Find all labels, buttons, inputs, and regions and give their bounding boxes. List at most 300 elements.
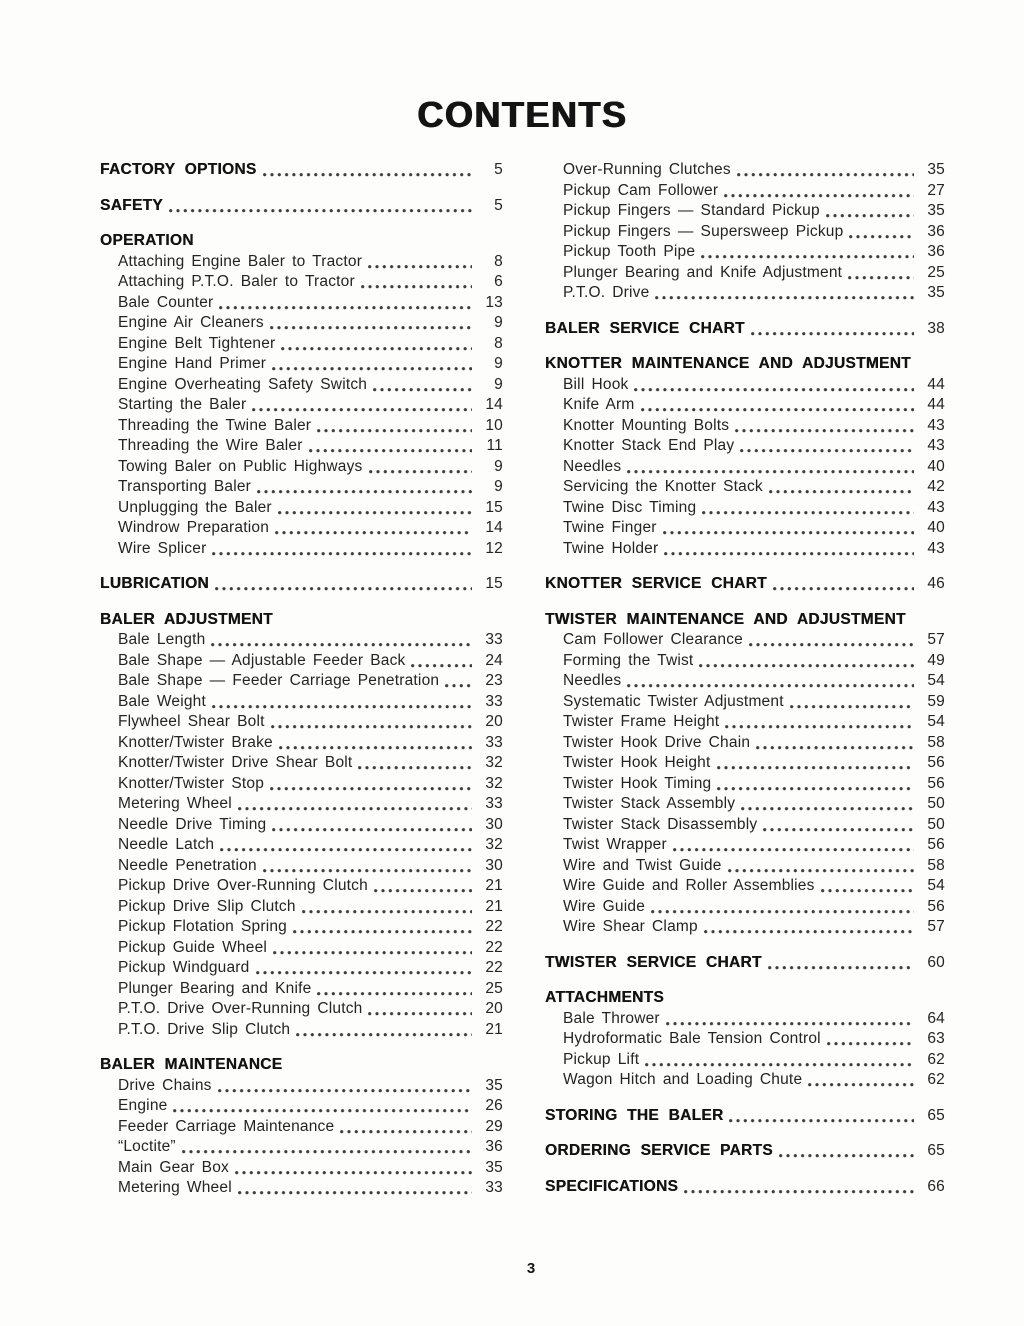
toc-section [100, 196, 503, 217]
entry-page-number: 57 [927, 631, 945, 648]
toc-entry [100, 979, 503, 1000]
entry-page-number: 35 [485, 1076, 503, 1094]
entry-label: Bill Hook [563, 375, 629, 393]
toc-entry [545, 539, 945, 560]
leader-dots [717, 753, 915, 774]
leader-dots [238, 794, 472, 815]
entry-label: Knotter/Twister Stop [118, 774, 265, 792]
toc-entry [545, 651, 945, 672]
leader-dots [701, 242, 914, 263]
toc-entry [545, 876, 945, 897]
toc-section-header-row [545, 988, 945, 1009]
entry-page-number: 40 [927, 457, 945, 475]
leader-dots [645, 1050, 914, 1071]
leader-dots [773, 574, 914, 595]
leader-dots [849, 222, 914, 243]
entry-page-number: 15 [485, 575, 503, 592]
leader-dots [749, 630, 914, 651]
entry-label: Systematic Twister Adjustment [563, 692, 784, 710]
section-title: TWISTER MAINTENANCE AND ADJUSTMENT [545, 610, 906, 628]
leader-dots [263, 856, 472, 877]
leader-dots [358, 753, 472, 774]
entry-label: Twine Holder [563, 539, 659, 557]
toc-entry [545, 856, 945, 877]
entry-page-number: 33 [485, 631, 503, 648]
entry-label: Needle Penetration [118, 856, 257, 874]
toc-section-header-row [545, 574, 945, 595]
entry-label: Plunger Bearing and Knife Adjustment [563, 263, 843, 281]
entry-label: Engine Belt Tightener [118, 334, 276, 352]
leader-dots [826, 201, 914, 222]
toc-entry [545, 222, 945, 243]
toc-entry [545, 1050, 945, 1071]
entry-label: Threading the Wire Baler [118, 437, 303, 454]
entry-label: Attaching Engine Baler to Tractor [118, 252, 363, 270]
toc-entry [545, 201, 945, 222]
entry-page-number: 54 [927, 713, 945, 730]
entry-page-number: 25 [927, 263, 945, 281]
entry-page-number: 65 [927, 1106, 945, 1124]
entry-page-number: 32 [485, 836, 503, 853]
entry-label: Servicing the Knotter Stack [563, 478, 763, 495]
entry-label: Pickup Windguard [118, 959, 250, 976]
entry-page-number: 43 [927, 437, 945, 454]
leader-dots [725, 712, 914, 733]
toc-columns [100, 160, 945, 1199]
entry-label: Engine [118, 1097, 168, 1114]
leader-dots [769, 477, 914, 498]
toc-entry [545, 774, 945, 795]
section-title: KNOTTER SERVICE CHART [545, 575, 767, 592]
toc-entry [545, 395, 945, 416]
toc-entry [100, 1137, 503, 1158]
entry-label: Needle Drive Timing [118, 815, 267, 833]
toc-entry [100, 436, 503, 457]
toc-section [545, 574, 945, 595]
leader-dots [641, 395, 915, 416]
leader-dots [729, 1106, 914, 1127]
entry-label: Twine Disc Timing [563, 498, 697, 516]
leader-dots [790, 692, 914, 713]
toc-entry [100, 293, 503, 314]
entry-page-number: 49 [927, 651, 945, 669]
toc-section [545, 953, 945, 974]
toc-entry [100, 774, 503, 795]
toc-section [545, 1141, 945, 1162]
toc-section-header-row [545, 610, 945, 631]
entry-label: Pickup Drive Slip Clutch [118, 897, 296, 915]
leader-dots [673, 835, 914, 856]
entry-page-number: 10 [485, 416, 503, 434]
leader-dots [768, 953, 914, 974]
toc-entry [100, 712, 503, 733]
entry-label: Wire Guide and Roller Assemblies [563, 877, 815, 894]
entry-page-number: 33 [485, 1179, 503, 1196]
toc-entry [100, 938, 503, 959]
toc-entry [100, 518, 503, 539]
entry-page-number: 36 [927, 222, 945, 240]
entry-page-number: 9 [494, 355, 503, 372]
entry-label: Twist Wrapper [563, 836, 667, 853]
entry-page-number: 30 [485, 856, 503, 874]
entry-label: Forming the Twist [563, 651, 694, 669]
leader-dots [281, 334, 472, 355]
entry-page-number: 5 [494, 196, 503, 214]
entry-label: Bale Weight [118, 692, 206, 710]
entry-page-number: 30 [485, 815, 503, 833]
entry-label: Wagon Hitch and Loading Chute [563, 1071, 803, 1088]
section-title: ORDERING SERVICE PARTS [545, 1142, 773, 1159]
leader-dots [182, 1137, 472, 1158]
entry-page-number: 12 [485, 539, 503, 557]
toc-entry [545, 457, 945, 478]
toc-entry [545, 815, 945, 836]
entry-page-number: 27 [927, 181, 945, 199]
entry-label: Over-Running Clutches [563, 161, 731, 178]
toc-section [545, 610, 945, 938]
entry-label: Bale Length [118, 631, 206, 648]
entry-page-number: 21 [485, 877, 503, 894]
toc-entry [545, 283, 945, 304]
entry-label: Attaching P.T.O. Baler to Tractor [118, 273, 355, 290]
toc-section [545, 1177, 945, 1198]
entry-label: P.T.O. Drive Over-Running Clutch [118, 1000, 363, 1017]
leader-dots [218, 1076, 472, 1097]
toc-entry [545, 436, 945, 457]
entry-page-number: 40 [927, 519, 945, 536]
toc-entry [100, 794, 503, 815]
toc-entry [545, 712, 945, 733]
entry-label: Knotter/Twister Brake [118, 733, 273, 751]
toc-section [100, 1055, 503, 1199]
leader-dots [808, 1070, 914, 1091]
entry-label: Pickup Guide Wheel [118, 938, 268, 956]
toc-entry [545, 692, 945, 713]
leader-dots [735, 416, 914, 437]
entry-page-number: 20 [485, 1000, 503, 1017]
entry-page-number: 15 [485, 498, 503, 516]
entry-label: Threading the Twine Baler [118, 416, 312, 434]
entry-page-number: 56 [927, 754, 945, 771]
leader-dots [741, 794, 914, 815]
leader-dots [717, 774, 914, 795]
toc-entry [100, 477, 503, 498]
toc-entry [545, 794, 945, 815]
entry-page-number: 32 [485, 774, 503, 792]
leader-dots [220, 835, 472, 856]
section-title: KNOTTER MAINTENANCE AND ADJUSTMENT [545, 355, 911, 372]
entry-label: Unplugging the Baler [118, 498, 272, 516]
leader-dots [684, 1177, 914, 1198]
toc-entry [100, 651, 503, 672]
leader-dots [215, 574, 472, 595]
entry-page-number: 14 [485, 396, 503, 413]
entry-label: Pickup Fingers — Standard Pickup [563, 202, 820, 219]
toc-section-header-row [100, 1055, 503, 1076]
toc-column-1 [100, 160, 503, 1199]
entry-label: Knotter Stack End Play [563, 437, 735, 454]
entry-page-number: 14 [485, 519, 503, 536]
entry-page-number: 35 [485, 1158, 503, 1176]
entry-label: Engine Overheating Safety Switch [118, 375, 368, 393]
entry-page-number: 9 [494, 314, 503, 331]
entry-page-number: 56 [927, 774, 945, 792]
toc-section-header-row [545, 354, 945, 375]
toc-entry [100, 395, 503, 416]
toc-section-header-row [100, 231, 503, 252]
entry-label: Starting the Baler [118, 396, 247, 413]
toc-entry [100, 375, 503, 396]
page-number: 3 [526, 1260, 536, 1277]
entry-label: Wire Splicer [118, 539, 207, 557]
entry-page-number: 35 [927, 284, 945, 301]
toc-entry [545, 917, 945, 938]
toc-entry [100, 1076, 503, 1097]
leader-dots [724, 181, 914, 202]
leader-dots [751, 319, 914, 340]
entry-label: P.T.O. Drive [563, 284, 650, 301]
toc-entry [545, 518, 945, 539]
leader-dots [238, 1178, 472, 1199]
entry-page-number: 9 [494, 375, 503, 393]
toc-entry [100, 354, 503, 375]
section-title: BALER SERVICE CHART [545, 319, 745, 337]
entry-page-number: 22 [485, 959, 503, 976]
entry-label: Hydroformatic Bale Tension Control [563, 1030, 821, 1047]
entry-label: Windrow Preparation [118, 519, 270, 536]
leader-dots [702, 498, 914, 519]
entry-label: Plunger Bearing and Knife [118, 979, 312, 997]
entry-label: Pickup Tooth Pipe [563, 243, 696, 260]
toc-entry [545, 242, 945, 263]
leader-dots [278, 498, 472, 519]
entry-page-number: 62 [927, 1050, 945, 1068]
toc-entry [100, 539, 503, 560]
toc-section [545, 988, 945, 1091]
entry-label: Twister Hook Drive Chain [563, 733, 751, 751]
toc-section-header-row [100, 610, 503, 631]
toc-entry [545, 1070, 945, 1091]
entry-page-number: 22 [485, 938, 503, 956]
entry-label: Knotter Mounting Bolts [563, 416, 730, 434]
leader-dots [169, 196, 472, 217]
toc-entry [545, 671, 945, 692]
leader-dots [848, 263, 914, 284]
toc-entry [100, 252, 503, 273]
entry-page-number: 36 [927, 243, 945, 260]
entry-page-number: 24 [485, 651, 503, 669]
entry-label: Pickup Lift [563, 1050, 640, 1068]
leader-dots [445, 671, 472, 692]
entry-page-number: 64 [927, 1009, 945, 1027]
toc-section [545, 160, 945, 304]
entry-page-number: 54 [927, 672, 945, 689]
toc-entry [545, 835, 945, 856]
entry-page-number: 60 [927, 953, 945, 971]
entry-page-number: 8 [494, 334, 503, 352]
entry-label: Pickup Drive Over-Running Clutch [118, 877, 368, 894]
toc-entry [545, 416, 945, 437]
leader-dots [293, 917, 472, 938]
toc-section-header-row [545, 319, 945, 340]
entry-page-number: 38 [927, 319, 945, 337]
entry-page-number: 13 [485, 293, 503, 311]
entry-label: Twister Hook Timing [563, 774, 712, 792]
toc-section-header-row [545, 1177, 945, 1198]
toc-entry [100, 733, 503, 754]
leader-dots [728, 856, 914, 877]
section-title: BALER MAINTENANCE [100, 1056, 283, 1073]
entry-label: P.T.O. Drive Slip Clutch [118, 1020, 291, 1038]
entry-page-number: 6 [494, 273, 503, 290]
entry-page-number: 22 [485, 918, 503, 935]
leader-dots [821, 876, 914, 897]
toc-entry [545, 1009, 945, 1030]
toc-section [545, 319, 945, 340]
entry-page-number: 5 [494, 161, 503, 178]
entry-page-number: 29 [485, 1117, 503, 1135]
entry-page-number: 21 [485, 1020, 503, 1038]
entry-label: Towing Baler on Public Highways [118, 457, 363, 475]
entry-page-number: 9 [494, 478, 503, 495]
section-title: FACTORY OPTIONS [100, 161, 257, 178]
leader-dots [663, 518, 914, 539]
leader-dots [634, 375, 914, 396]
entry-label: Needles [563, 457, 622, 475]
leader-dots [219, 293, 472, 314]
leader-dots [361, 272, 472, 293]
section-title: STORING THE BALER [545, 1106, 724, 1124]
entry-page-number: 32 [485, 754, 503, 771]
entry-label: Metering Wheel [118, 795, 232, 812]
entry-page-number: 33 [485, 692, 503, 710]
toc-entry [100, 856, 503, 877]
leader-dots [756, 733, 914, 754]
toc-entry [100, 457, 503, 478]
entry-page-number: 44 [927, 375, 945, 393]
toc-section [100, 231, 503, 559]
entry-page-number: 9 [494, 457, 503, 475]
entry-page-number: 8 [494, 252, 503, 270]
entry-page-number: 11 [486, 437, 503, 454]
entry-label: Engine Air Cleaners [118, 314, 264, 331]
leader-dots [340, 1117, 472, 1138]
entry-page-number: 50 [927, 815, 945, 833]
entry-page-number: 50 [927, 795, 945, 812]
entry-label: Needles [563, 672, 622, 689]
section-title: BALER ADJUSTMENT [100, 610, 273, 628]
entry-label: Needle Latch [118, 836, 215, 853]
entry-page-number: 58 [927, 856, 945, 874]
entry-label: Bale Shape — Feeder Carriage Penetration [118, 672, 440, 689]
toc-section [100, 574, 503, 595]
toc-entry [100, 671, 503, 692]
entry-page-number: 62 [927, 1071, 945, 1088]
leader-dots [212, 692, 472, 713]
entry-label: Wire Shear Clamp [563, 918, 698, 935]
leader-dots [317, 979, 472, 1000]
entry-page-number: 26 [485, 1097, 503, 1114]
section-title: SPECIFICATIONS [545, 1177, 679, 1195]
toc-entry [100, 1020, 503, 1041]
entry-page-number: 25 [485, 979, 503, 997]
leader-dots [655, 283, 914, 304]
entry-page-number: 63 [927, 1030, 945, 1047]
entry-page-number: 35 [927, 202, 945, 219]
entry-label: Twister Stack Disassembly [563, 815, 758, 833]
entry-page-number: 43 [927, 498, 945, 516]
leader-dots [273, 938, 472, 959]
entry-page-number: 20 [485, 713, 503, 730]
leader-dots [664, 539, 914, 560]
toc-entry [100, 876, 503, 897]
entry-page-number: 33 [485, 795, 503, 812]
toc-section [545, 354, 945, 559]
entry-page-number: 57 [927, 918, 945, 935]
entry-label: Twister Frame Height [563, 713, 720, 730]
toc-entry [100, 334, 503, 355]
section-title: OPERATION [100, 232, 194, 249]
toc-entry [100, 753, 503, 774]
entry-label: Twister Hook Height [563, 754, 711, 771]
leader-dots [369, 457, 472, 478]
entry-page-number: 35 [927, 161, 945, 178]
toc-entry [100, 958, 503, 979]
leader-dots [627, 457, 914, 478]
leader-dots [270, 313, 472, 334]
toc-section-header-row [545, 1106, 945, 1127]
toc-entry [545, 181, 945, 202]
toc-section-header-row [100, 196, 503, 217]
leader-dots [302, 897, 472, 918]
entry-label: Twister Stack Assembly [563, 795, 736, 812]
leader-dots [257, 477, 472, 498]
entry-page-number: 44 [927, 396, 945, 413]
toc-entry [100, 1117, 503, 1138]
toc-section-header-row [100, 160, 503, 181]
section-title: LUBRICATION [100, 575, 209, 592]
entry-label: Wire Guide [563, 897, 646, 915]
leader-dots [263, 160, 473, 181]
entry-label: Pickup Flotation Spring [118, 918, 287, 935]
entry-label: Pickup Fingers — Supersweep Pickup [563, 222, 844, 240]
entry-page-number: 21 [485, 897, 503, 915]
leader-dots [627, 671, 914, 692]
toc-entry [100, 999, 503, 1020]
section-title: TWISTER SERVICE CHART [545, 953, 762, 971]
entry-label: Drive Chains [118, 1076, 212, 1094]
entry-label: Knotter/Twister Drive Shear Bolt [118, 754, 353, 771]
entry-page-number: 46 [927, 575, 945, 592]
leader-dots [699, 651, 914, 672]
entry-page-number: 42 [927, 478, 945, 495]
entry-page-number: 43 [927, 416, 945, 434]
toc-entry [100, 917, 503, 938]
toc-entry [100, 272, 503, 293]
entry-page-number: 33 [485, 733, 503, 751]
leader-dots [252, 395, 472, 416]
toc-section-header-row [545, 1141, 945, 1162]
leader-dots [212, 539, 472, 560]
entry-page-number: 54 [927, 877, 945, 894]
toc-entry [100, 1096, 503, 1117]
toc-entry [545, 498, 945, 519]
toc-entry [545, 630, 945, 651]
section-title: ATTACHMENTS [545, 989, 664, 1006]
toc-section-header-row [545, 953, 945, 974]
entry-page-number: 56 [927, 836, 945, 853]
leader-dots [779, 1141, 914, 1162]
